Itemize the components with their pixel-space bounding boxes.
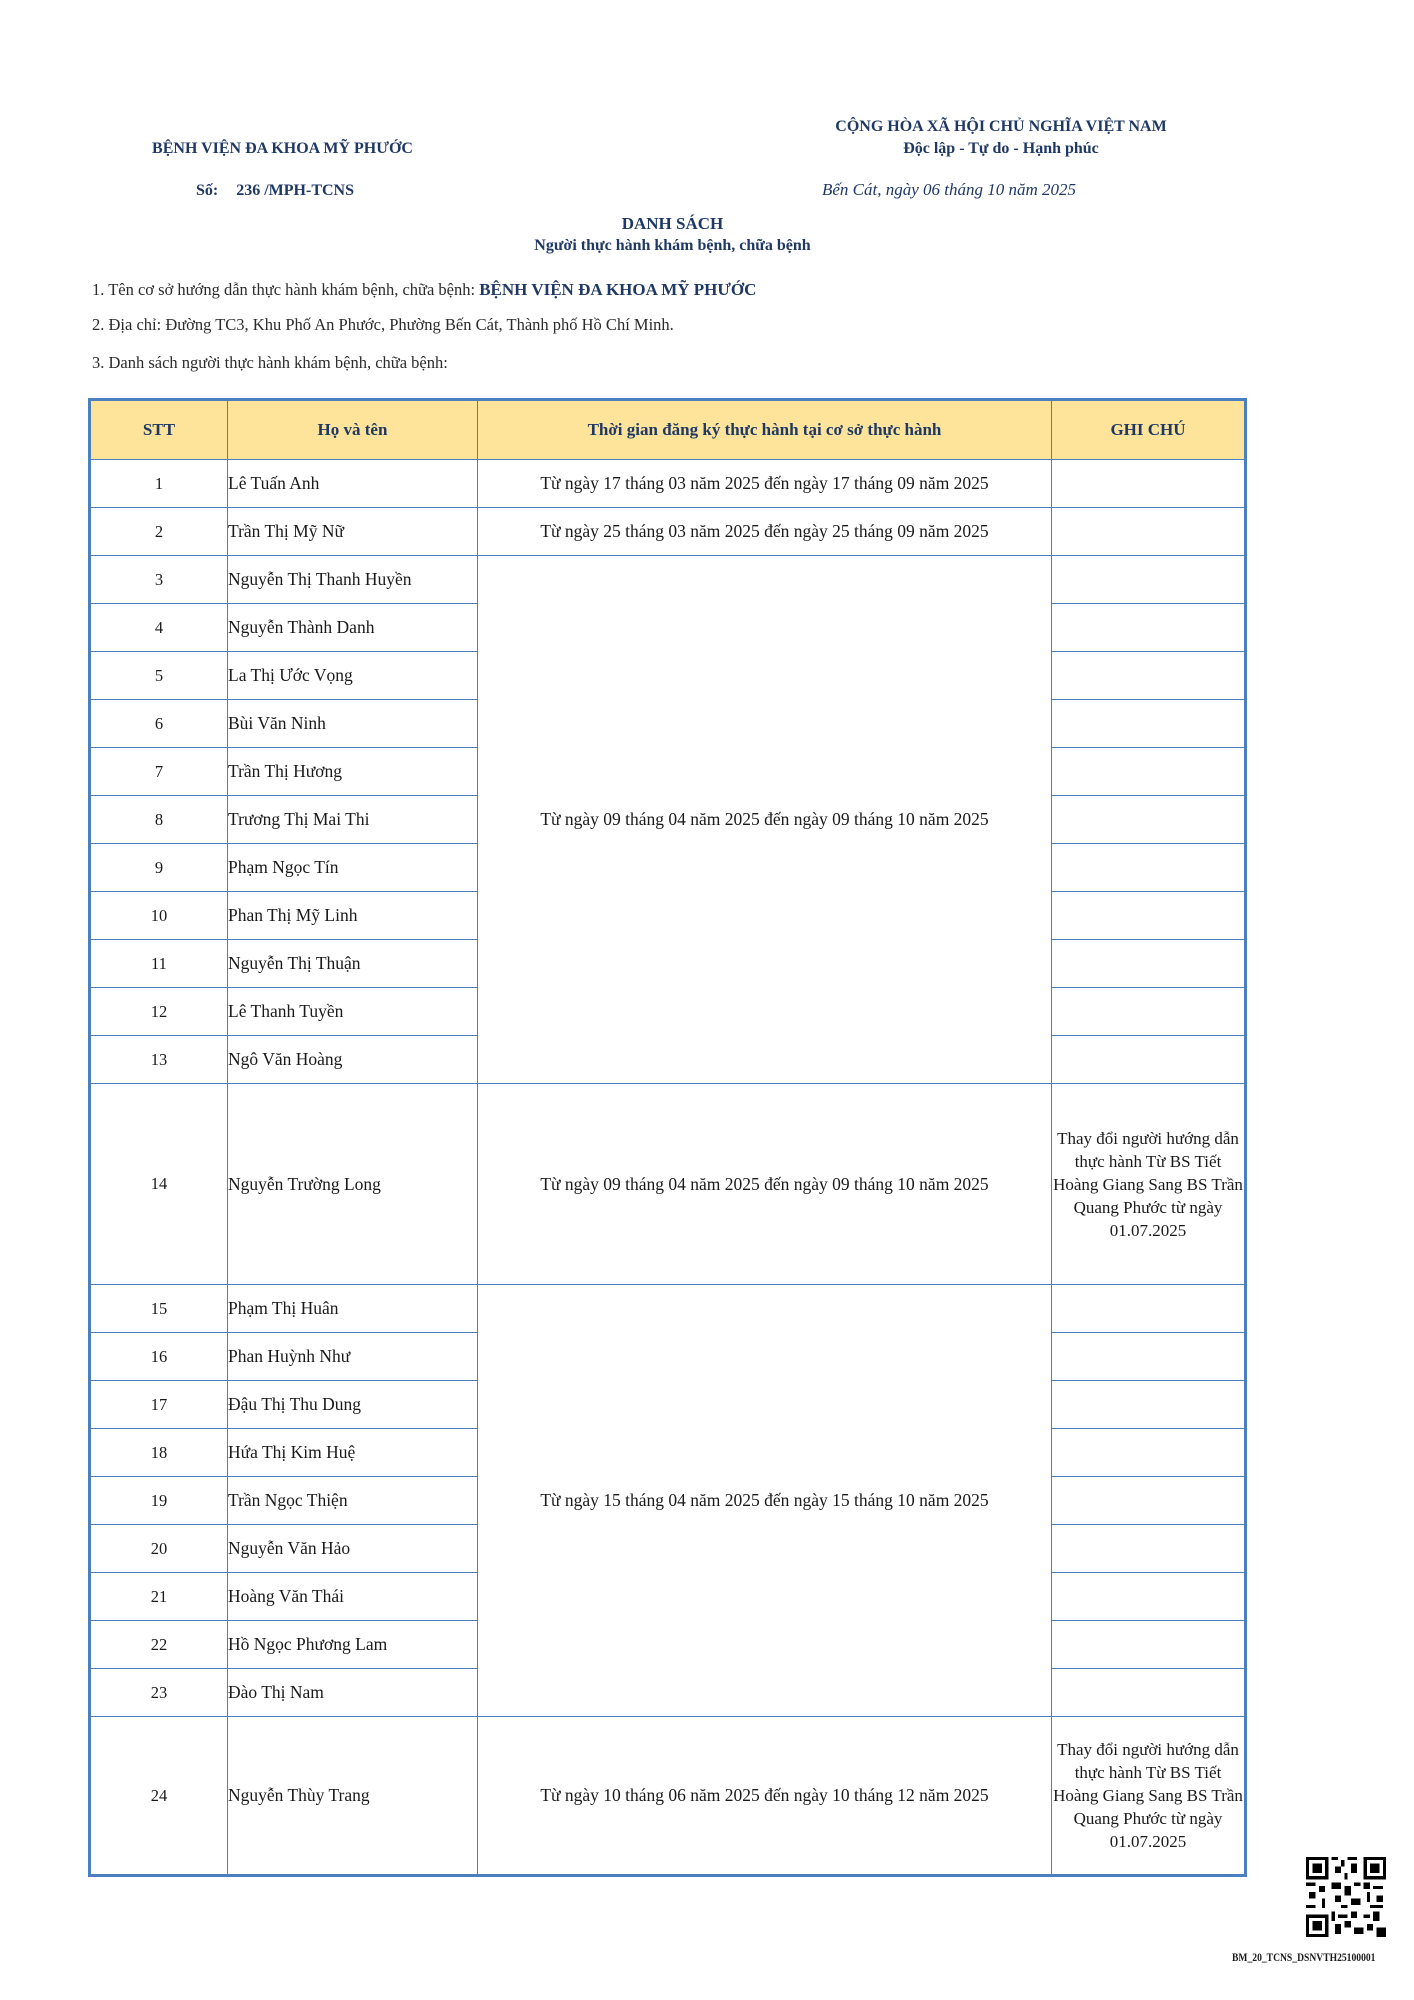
row-name: Ngô Văn Hoàng (228, 1036, 478, 1084)
form-code: BM_20_TCNS_DSNVTH25100001 (1232, 1950, 1376, 1964)
page-subtitle: Người thực hành khám bệnh, chữa bệnh (534, 237, 811, 254)
table-header-row (90, 400, 1246, 460)
row-period: Từ ngày 17 tháng 03 năm 2025 đến ngày 17 tháng 09 năm 2025 (478, 460, 1052, 508)
row-stt: 2 (90, 508, 228, 556)
row-stt: 5 (90, 652, 228, 700)
table-row (90, 1084, 1246, 1285)
row-name: Phạm Ngọc Tín (228, 844, 478, 892)
row-period-group: Từ ngày 15 tháng 04 năm 2025 đến ngày 15 tháng 10 năm 2025 (478, 1285, 1052, 1717)
page-title: DANH SÁCH (621, 214, 724, 233)
row-note (1052, 556, 1246, 604)
row-name: Nguyễn Trường Long (228, 1084, 478, 1285)
national-header (786, 116, 1216, 160)
row-stt: 6 (90, 700, 228, 748)
row-note (1052, 604, 1246, 652)
row-stt: 22 (90, 1621, 228, 1669)
row-stt: 13 (90, 1036, 228, 1084)
row-note (1052, 844, 1246, 892)
row-stt: 12 (90, 988, 228, 1036)
qr-code-icon (1306, 1857, 1386, 1937)
row-name: La Thị Ước Vọng (228, 652, 478, 700)
republic-title: CỘNG HÒA XÃ HỘI CHỦ NGHĨA VIỆT NAM (835, 118, 1167, 135)
row-period: Từ ngày 25 tháng 03 năm 2025 đến ngày 25 tháng 09 năm 2025 (478, 508, 1052, 556)
header-note: GHI CHÚ (1052, 400, 1246, 460)
row-name: Nguyễn Thành Danh (228, 604, 478, 652)
header-stt: STT (90, 400, 228, 460)
row-stt: 21 (90, 1573, 228, 1621)
row-stt: 19 (90, 1477, 228, 1525)
row-note (1052, 1573, 1246, 1621)
row-note (1052, 1477, 1246, 1525)
document-date: Bến Cát, ngày 06 tháng 10 năm 2025 (822, 180, 1077, 199)
row-name: Trần Ngọc Thiện (228, 1477, 478, 1525)
row-name: Nguyễn Thùy Trang (228, 1717, 478, 1876)
row-note (1052, 796, 1246, 844)
header-period: Thời gian đăng ký thực hành tại cơ sở thực hành (478, 400, 1052, 460)
row-note (1052, 988, 1246, 1036)
row-stt: 8 (90, 796, 228, 844)
row-stt: 10 (90, 892, 228, 940)
row-stt: 23 (90, 1669, 228, 1717)
row-name: Hồ Ngọc Phương Lam (228, 1621, 478, 1669)
row-name: Đào Thị Nam (228, 1669, 478, 1717)
row-name: Trần Thị Mỹ Nữ (228, 508, 478, 556)
table-row (90, 460, 1246, 508)
info-line-1-label: 1. Tên cơ sở hướng dẫn thực hành khám bệnh, chữa bệnh: (92, 280, 480, 299)
row-note (1052, 1429, 1246, 1477)
row-name: Đậu Thị Thu Dung (228, 1381, 478, 1429)
row-note (1052, 892, 1246, 940)
table-row (90, 1717, 1246, 1876)
row-stt: 18 (90, 1429, 228, 1477)
row-note (1052, 748, 1246, 796)
row-name: Phạm Thị Huân (228, 1285, 478, 1333)
info-line-2: 2. Địa chỉ: Đường TC3, Khu Phố An Phước, Phường Bến Cát, Thành phố Hồ Chí Minh. (92, 315, 674, 334)
row-stt: 7 (90, 748, 228, 796)
row-name: Lê Thanh Tuyền (228, 988, 478, 1036)
header-name: Họ và tên (228, 400, 478, 460)
row-note (1052, 1381, 1246, 1429)
row-stt: 20 (90, 1525, 228, 1573)
row-stt: 15 (90, 1285, 228, 1333)
row-note (1052, 1525, 1246, 1573)
row-stt: 17 (90, 1381, 228, 1429)
row-period: Từ ngày 09 tháng 04 năm 2025 đến ngày 09 tháng 10 năm 2025 (478, 1084, 1052, 1285)
row-note (1052, 652, 1246, 700)
row-note-24: Thay đổi người hướng dẫn thực hành Từ BS Tiết Hoàng Giang Sang BS Trần Quang Phước từ ngày 01.07.2025 (1052, 1717, 1246, 1876)
row-note (1052, 1036, 1246, 1084)
row-name: Bùi Văn Ninh (228, 700, 478, 748)
document-number (196, 182, 354, 200)
row-period-group: Từ ngày 09 tháng 04 năm 2025 đến ngày 09 tháng 10 năm 2025 (478, 556, 1052, 1084)
row-note (1052, 1621, 1246, 1669)
row-stt: 24 (90, 1717, 228, 1876)
table-row (90, 508, 1246, 556)
row-name: Phan Thị Mỹ Linh (228, 892, 478, 940)
number-label: Số: (196, 182, 219, 199)
hospital-name: BỆNH VIỆN ĐA KHOA MỸ PHƯỚC (152, 140, 413, 157)
row-period: Từ ngày 10 tháng 06 năm 2025 đến ngày 10 tháng 12 năm 2025 (478, 1717, 1052, 1876)
row-stt: 14 (90, 1084, 228, 1285)
info-line-1 (92, 280, 756, 300)
row-note (1052, 1333, 1246, 1381)
row-note (1052, 1669, 1246, 1717)
row-name: Nguyễn Thị Thanh Huyền (228, 556, 478, 604)
number-value: 236 /MPH-TCNS (236, 182, 355, 199)
row-stt: 9 (90, 844, 228, 892)
practitioner-table (88, 398, 1247, 1877)
row-note (1052, 940, 1246, 988)
row-name: Nguyễn Văn Hảo (228, 1525, 478, 1573)
info-line-1-value: BỆNH VIỆN ĐA KHOA MỸ PHƯỚC (479, 280, 757, 299)
row-note-14: Thay đổi người hướng dẫn thực hành Từ BS Tiết Hoàng Giang Sang BS Trần Quang Phước từ ngày 01.07.2025 (1052, 1084, 1246, 1285)
row-name: Nguyễn Thị Thuận (228, 940, 478, 988)
row-note (1052, 508, 1246, 556)
row-stt: 11 (90, 940, 228, 988)
row-name: Trần Thị Hương (228, 748, 478, 796)
row-stt: 1 (90, 460, 228, 508)
info-line-3: 3. Danh sách người thực hành khám bệnh, chữa bệnh: (92, 353, 448, 372)
row-name: Hoàng Văn Thái (228, 1573, 478, 1621)
table-row (90, 556, 1246, 604)
row-note (1052, 700, 1246, 748)
row-stt: 4 (90, 604, 228, 652)
row-stt: 16 (90, 1333, 228, 1381)
row-note (1052, 460, 1246, 508)
row-note (1052, 1285, 1246, 1333)
motto: Độc lập - Tự do - Hạnh phúc (903, 140, 1099, 157)
row-name: Trương Thị Mai Thi (228, 796, 478, 844)
row-stt: 3 (90, 556, 228, 604)
row-name: Lê Tuấn Anh (228, 460, 478, 508)
table-row (90, 1285, 1246, 1333)
row-name: Phan Huỳnh Như (228, 1333, 478, 1381)
row-name: Hứa Thị Kim Huệ (228, 1429, 478, 1477)
